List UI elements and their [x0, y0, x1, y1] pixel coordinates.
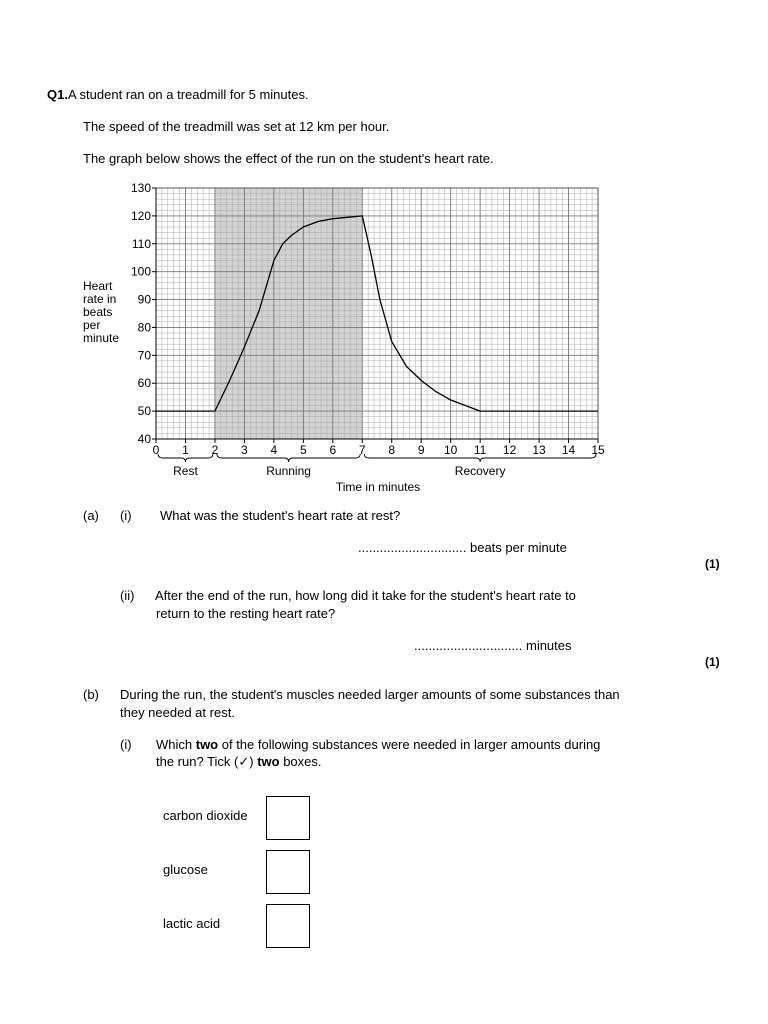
x-tick-label: 8 — [388, 443, 396, 457]
x-tick-label: 2 — [211, 443, 219, 457]
part-a-ii-question-line2: return to the resting heart rate? — [156, 606, 336, 621]
phase-label: Rest — [173, 464, 198, 478]
answer-line-heart-rate[interactable] — [358, 539, 567, 556]
x-tick-label: 4 — [270, 443, 278, 457]
tick-box-carbon-dioxide[interactable] — [266, 796, 310, 840]
x-tick-label: 15 — [591, 443, 605, 457]
graph-intro-text: The graph below shows the effect of the run on the student's heart rate. — [83, 151, 494, 166]
answer-dots: .............................. — [358, 540, 467, 555]
option-label-carbon-dioxide: carbon dioxide — [163, 808, 248, 823]
x-tick-label: 9 — [417, 443, 425, 457]
part-a-label: (a) — [83, 508, 99, 523]
question-number: Q1. — [47, 87, 68, 102]
text-run: boxes. — [279, 754, 322, 769]
x-tick-label: 7 — [358, 443, 366, 457]
x-tick-label: 0 — [152, 443, 160, 457]
marks-a-ii: (1) — [705, 655, 720, 669]
x-tick-label: 12 — [502, 443, 517, 457]
phase-brace — [217, 454, 360, 462]
part-b-i-question-line1 — [156, 736, 600, 753]
tick-box-glucose[interactable] — [266, 850, 310, 894]
part-b-i-question-line2 — [156, 753, 322, 770]
x-tick-label: 3 — [241, 443, 248, 457]
x-tick-label: 1 — [182, 443, 189, 457]
part-a-i-label: (i) — [120, 508, 132, 523]
y-axis-label-line: minute — [83, 331, 120, 345]
part-b-label: (b) — [83, 687, 99, 702]
answer-line-minutes[interactable] — [414, 637, 572, 654]
text-run: of the following substances were needed in larger amounts during — [218, 737, 601, 752]
part-b-stem-line2: they needed at rest. — [120, 705, 235, 720]
text-run: Which — [156, 737, 196, 752]
x-tick-label: 13 — [532, 443, 546, 457]
y-axis-label-line: per — [83, 318, 101, 332]
y-tick-label: 110 — [131, 236, 151, 251]
y-tick-label: 60 — [137, 376, 151, 391]
answer-dots: .............................. — [414, 638, 523, 653]
answer-unit: beats per minute — [469, 540, 567, 555]
emphasis-two: two — [257, 754, 280, 769]
treadmill-speed-text: The speed of the treadmill was set at 12 km per hour. — [83, 119, 390, 134]
tick-box-lactic-acid[interactable] — [266, 904, 310, 948]
part-b-stem-line1: During the run, the student's muscles needed larger amounts of some substances than — [120, 687, 620, 702]
y-tick-label: 100 — [130, 264, 151, 279]
heart-rate-chart — [0, 0, 768, 500]
x-tick-label: 14 — [561, 443, 576, 457]
y-tick-label: 120 — [130, 208, 151, 223]
y-tick-label: 90 — [137, 292, 151, 307]
text-run: the run? Tick (✓) — [156, 754, 258, 769]
emphasis-two: two — [195, 737, 219, 752]
part-a-ii-label: (ii) — [120, 588, 135, 603]
option-label-lactic-acid: lactic acid — [163, 916, 221, 931]
part-a-i-question: What was the student's heart rate at rest? — [160, 508, 401, 523]
y-tick-label: 130 — [130, 181, 151, 195]
part-b-i-label: (i) — [120, 737, 132, 752]
phase-label: Recovery — [454, 464, 506, 478]
x-tick-label: 5 — [299, 443, 307, 457]
x-axis-label: Time in minutes — [335, 480, 421, 494]
question-intro: A student ran on a treadmill for 5 minutes. — [67, 87, 309, 102]
y-tick-label: 40 — [137, 432, 151, 446]
y-tick-label: 80 — [137, 320, 151, 335]
option-label-glucose: glucose — [163, 862, 208, 877]
x-tick-label: 10 — [443, 443, 458, 457]
part-a-ii-question-line1: After the end of the run, how long did it take for the student's heart rate to — [155, 588, 576, 603]
y-tick-label: 50 — [137, 404, 151, 419]
x-tick-label: 6 — [329, 443, 337, 457]
y-axis-label-line: Heart — [83, 279, 113, 293]
running-shade — [215, 188, 362, 439]
y-axis-label-line: rate in — [83, 292, 117, 306]
y-tick-label: 70 — [137, 348, 151, 363]
phase-label: Running — [266, 464, 311, 478]
marks-a-i: (1) — [705, 557, 720, 571]
answer-unit: minutes — [525, 638, 572, 653]
x-tick-label: 11 — [473, 443, 487, 457]
y-axis-label-line: beats — [83, 305, 113, 319]
